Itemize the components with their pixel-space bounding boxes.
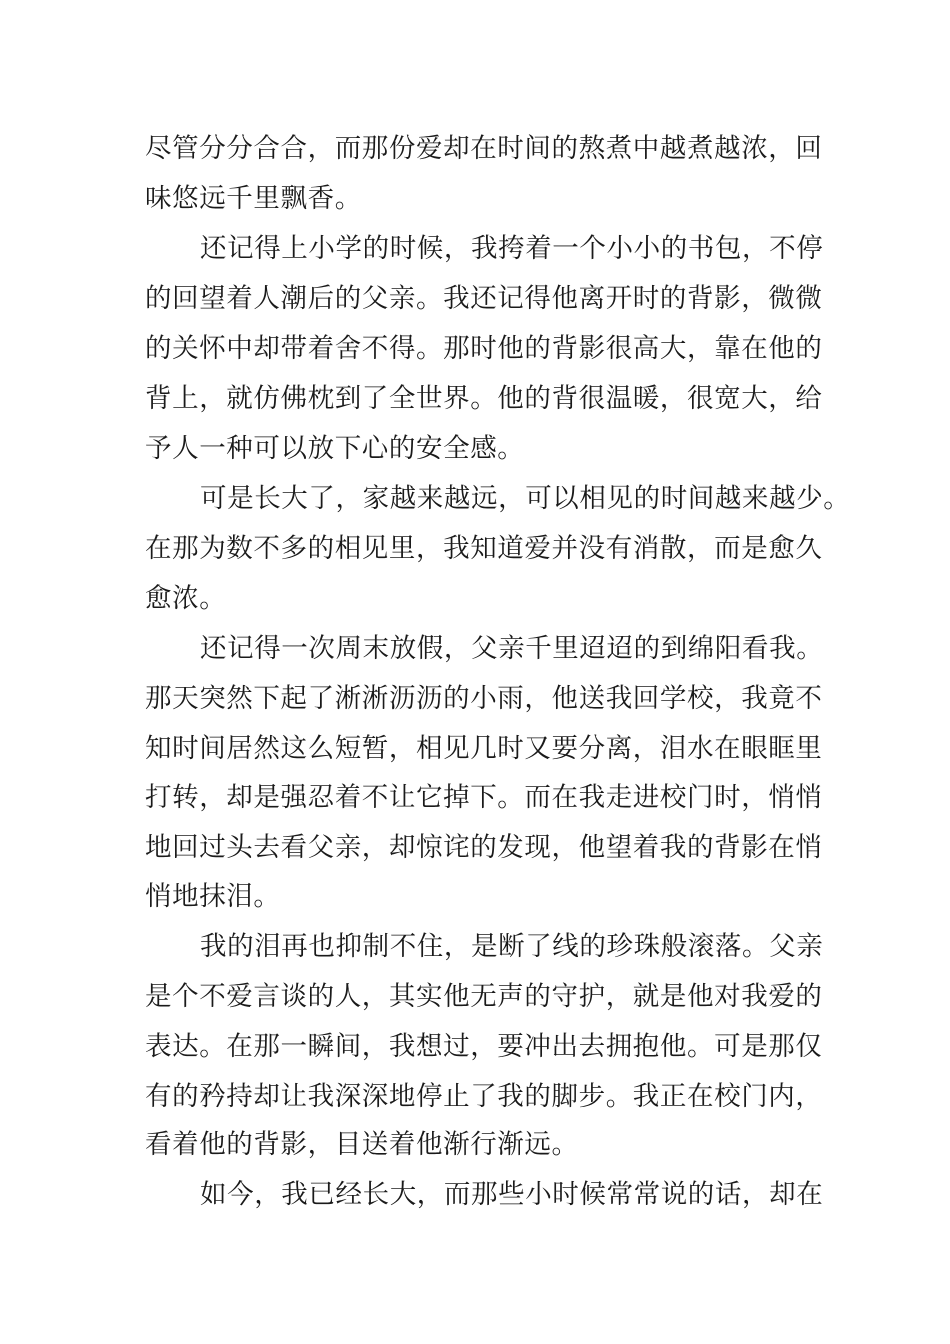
text-line: 在那为数不多的相见里，我知道爱并没有消散，而是愈久 (145, 533, 823, 564)
text-line: 知时间居然这么短暂，相见几时又要分离，泪水在眼眶里 (145, 733, 823, 764)
text-line: 尽管分分合合，而那份爱却在时间的熬煮中越煮越浓，回 (145, 133, 823, 164)
text-line: 表达。在那一瞬间，我想过，要冲出去拥抱他。可是那仅 (145, 1031, 823, 1062)
text-line: 那天突然下起了淅淅沥沥的小雨，他送我回学校，我竟不 (145, 683, 823, 714)
text-line: 予人一种可以放下心的安全感。 (145, 433, 525, 464)
text-line: 悄地抹泪。 (145, 881, 281, 912)
paragraph-first-line: 还记得上小学的时候，我挎着一个小小的书包，不停 (200, 233, 824, 264)
paragraph-first-line: 可是长大了，家越来越远，可以相见的时间越来越少。 (200, 483, 851, 514)
text-line: 愈浓。 (145, 583, 227, 614)
text-line: 有的矜持却让我深深地停止了我的脚步。我正在校门内， (145, 1081, 823, 1112)
text-line: 是个不爱言谈的人，其实他无声的守护，就是他对我爱的 (145, 981, 823, 1012)
text-line: 地回过头去看父亲，却惊诧的发现，他望着我的背影在悄 (145, 832, 823, 863)
text-line: 味悠远千里飘香。 (145, 183, 362, 214)
paragraph-first-line: 如今，我已经长大，而那些小时候常常说的话，却在 (200, 1179, 824, 1210)
text-line: 的回望着人潮后的父亲。我还记得他离开时的背影，微微 (145, 283, 823, 314)
text-line: 打转，却是强忍着不让它掉下。而在我走进校门时，悄悄 (145, 782, 823, 813)
text-line: 看着他的背影，目送着他渐行渐远。 (145, 1129, 579, 1160)
text-line: 背上，就仿佛枕到了全世界。他的背很温暖，很宽大，给 (145, 383, 823, 414)
paragraph-first-line: 还记得一次周末放假，父亲千里迢迢的到绵阳看我。 (200, 633, 824, 664)
text-line: 的关怀中却带着舍不得。那时他的背影很高大，靠在他的 (145, 333, 823, 364)
paragraph-first-line: 我的泪再也抑制不住，是断了线的珍珠般滚落。父亲 (200, 931, 824, 962)
